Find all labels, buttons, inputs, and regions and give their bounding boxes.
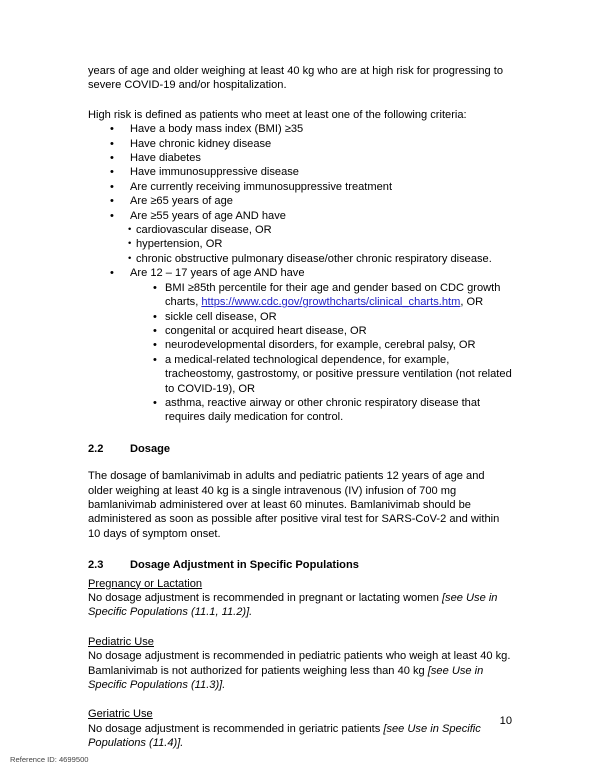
list-item-label: congenital or acquired heart disease, OR	[165, 324, 367, 337]
body-sentence: No dosage adjustment is recommended in pregnant or lactating women	[88, 592, 442, 604]
section-heading-2-2	[88, 442, 512, 456]
list-item	[88, 281, 512, 310]
footer-reference-id: Reference ID: 4699500	[10, 755, 89, 764]
age-55-subitems-list	[88, 223, 512, 266]
bullet-icon: •	[110, 209, 114, 222]
body-sentence: No dosage adjustment is recommended in geriatric patients	[88, 722, 384, 735]
list-item	[88, 122, 512, 136]
list-item	[88, 237, 512, 251]
pregnancy-or-lactation-text	[88, 591, 512, 620]
list-item-label-after-link: , OR	[460, 296, 484, 309]
bullet-icon: •	[110, 267, 114, 280]
section-number: 2.3	[88, 559, 104, 572]
subheading-geriatric-use: Geriatric Use	[88, 708, 153, 721]
list-item-label: sickle cell disease, OR	[165, 310, 277, 323]
bullet-icon: •	[153, 324, 157, 337]
bullet-icon: •	[110, 152, 114, 165]
list-item-label: Are ≥65 years of age	[130, 195, 233, 208]
bullet-icon: •	[128, 238, 132, 250]
age-12-17-list	[88, 266, 512, 280]
list-item-label: Have immunosuppressive disease	[130, 166, 299, 179]
list-item-label-before-link: BMI ≥85th percentile for their age and gender based on CDC growth charts,	[165, 281, 501, 309]
bullet-icon: •	[153, 396, 157, 409]
list-item	[88, 252, 512, 266]
list-item	[88, 180, 512, 194]
bullet-icon: •	[128, 252, 132, 264]
list-item-label: Are 12 – 17 years of age AND have	[130, 267, 305, 280]
spacer	[88, 541, 512, 558]
bullet-icon: •	[110, 123, 114, 136]
list-item	[88, 151, 512, 165]
bullet-icon: •	[110, 166, 114, 179]
list-item-label: asthma, reactive airway or other chronic respiratory disease that requires daily medication for control.	[165, 396, 481, 424]
list-item-label: cardiovascular disease, OR	[136, 224, 272, 237]
section-title: Dosage	[130, 442, 171, 455]
list-item-label: a medical-related technological dependence, for example, tracheostomy, gastrostomy, or positive pressure ventilation (not related to COVID-19), OR	[165, 353, 512, 395]
cdc-growth-charts-link[interactable]: https://www.cdc.gov/growthcharts/clinical_charts.htm	[201, 296, 461, 309]
bullet-icon: •	[153, 310, 157, 323]
spacer	[88, 620, 512, 635]
bullet-icon: •	[110, 137, 114, 150]
bullet-icon: •	[153, 339, 157, 352]
subheading-pediatric-use: Pediatric Use	[88, 635, 154, 648]
body-sentence: No dosage adjustment is recommended in pediatric patients who weigh at least 40 kg. Bamlanivimab is not authorized for patients weighing less than 40 kg	[88, 650, 511, 677]
list-item-label: chronic obstructive pulmonary disease/other chronic respiratory disease.	[136, 252, 492, 265]
list-item	[88, 266, 512, 280]
list-item	[88, 338, 512, 352]
continued-paragraph: years of age and older weighing at least 40 kg who are at high risk for progressing to severe COVID-19 and/or hospitalization.	[88, 65, 504, 92]
list-item-label: Have diabetes	[130, 152, 201, 165]
page-number: 10	[499, 715, 512, 727]
spacer	[88, 456, 512, 469]
list-item	[88, 353, 512, 396]
section-number: 2.2	[88, 442, 104, 455]
bullet-icon: •	[110, 180, 114, 193]
high-risk-criteria-list	[88, 122, 512, 223]
list-item	[88, 137, 512, 151]
list-item	[88, 209, 512, 223]
list-item-label: Have chronic kidney disease	[130, 137, 272, 150]
bullet-icon: •	[110, 195, 114, 208]
list-item	[88, 324, 512, 338]
list-item	[88, 310, 512, 324]
bullet-icon: •	[153, 281, 157, 294]
cross-reference: [see Use in Specific Populations (11.1, 11.2)].	[88, 592, 498, 619]
list-item	[88, 194, 512, 208]
list-item-label: hypertension, OR	[136, 238, 223, 251]
cross-reference: [see Use in Specific Populations (11.3)].	[88, 664, 484, 692]
subheading-pregnancy-or-lactation: Pregnancy or Lactation	[88, 577, 203, 590]
high-risk-lead-in: High risk is defined as patients who meet at least one of the following criteria:	[88, 108, 467, 121]
section-title: Dosage Adjustment in Specific Populations	[130, 559, 359, 572]
list-item-label: Are currently receiving immunosuppressive treatment	[130, 180, 393, 193]
spacer	[88, 692, 512, 707]
section-heading-2-3	[88, 558, 512, 572]
age-12-17-criteria-list	[88, 281, 512, 425]
list-item-label: Have a body mass index (BMI) ≥35	[130, 123, 304, 136]
bullet-icon: •	[128, 224, 132, 236]
pediatric-use-text	[88, 649, 512, 692]
bullet-icon: •	[153, 353, 157, 366]
cross-reference: [see Use in Specific Populations (11.4)].	[88, 722, 481, 750]
list-item-label: Are ≥55 years of age AND have	[130, 209, 286, 222]
spacer	[88, 425, 512, 442]
spacer	[88, 93, 512, 108]
section-2-2-paragraph: The dosage of bamlanivimab in adults and pediatric patients 12 years of age and older weighing at least 40 kg is a single intravenous (IV) infusion of 700 mg bamlanivimab administered over at least 60 minutes. Bamlanivimab should be administered as soon as possible after positive viral test for SARS-CoV-2 and within 10 days of symptom onset.	[88, 470, 500, 540]
list-item-label: neurodevelopmental disorders, for example, cerebral palsy, OR	[165, 339, 476, 352]
list-item	[88, 396, 512, 425]
list-item	[88, 165, 512, 179]
list-item	[88, 223, 512, 237]
page-content	[88, 64, 512, 751]
